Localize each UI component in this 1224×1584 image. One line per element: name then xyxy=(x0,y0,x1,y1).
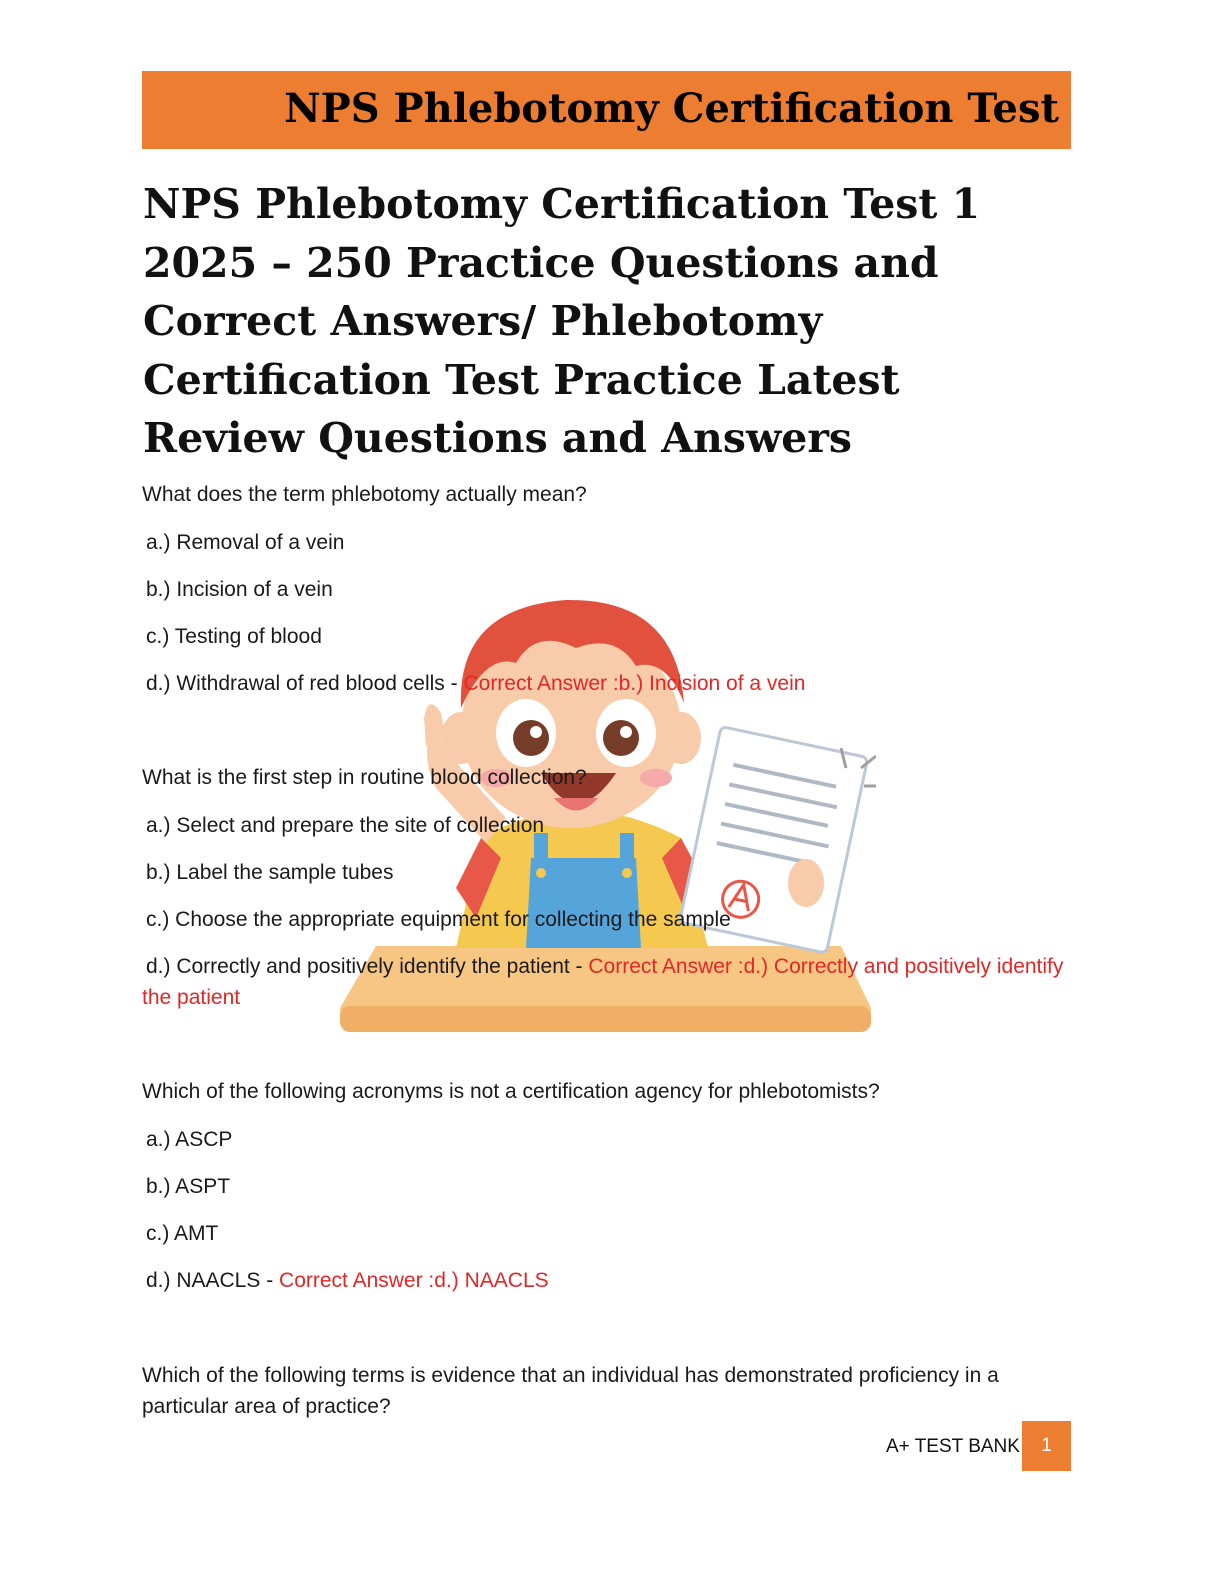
option-b: b.) Label the sample tubes xyxy=(146,861,394,884)
option-c: c.) AMT xyxy=(146,1222,219,1245)
question-text: What does the term phlebotomy actually mean? xyxy=(142,483,587,506)
correct-answer: Correct Answer :d.) Correctly and positively identify the patient xyxy=(142,955,1064,1009)
question-text: What is the first step in routine blood collection? xyxy=(142,766,587,789)
option-c: c.) Choose the appropriate equipment for collecting the sample xyxy=(146,908,731,931)
correct-answer: Correct Answer :b.) Incision of a vein xyxy=(463,672,806,695)
option-d-label: d.) NAACLS - xyxy=(146,1269,280,1292)
option-a: a.) Select and prepare the site of collection xyxy=(146,814,545,837)
option-a: a.) ASCP xyxy=(146,1128,233,1151)
option-b: b.) ASPT xyxy=(146,1175,231,1198)
option-a: a.) Removal of a vein xyxy=(146,531,345,554)
option-d xyxy=(142,951,1072,1013)
option-b: b.) Incision of a vein xyxy=(146,578,333,601)
header-title: NPS Phlebotomy Certification Test xyxy=(284,85,1059,132)
option-c: c.) Testing of blood xyxy=(146,625,322,648)
page-number: 1 xyxy=(1022,1421,1071,1471)
header-bar xyxy=(142,71,1071,149)
option-d-label: d.) Correctly and positively identify the patient - xyxy=(146,955,589,978)
option-d-label: d.) Withdrawal of red blood cells - xyxy=(146,672,464,695)
correct-answer: Correct Answer :d.) NAACLS xyxy=(279,1269,549,1292)
document-title: NPS Phlebotomy Certification Test 1 2025 – 250 Practice Questions and Correct Answers/ Phlebotomy Certification Test Practice Latest Review Questions and Answers xyxy=(143,180,981,462)
footer-label: A+ TEST BANK xyxy=(886,1436,1020,1457)
option-d xyxy=(142,1265,1076,1296)
question-block xyxy=(142,1360,1072,1422)
option-d xyxy=(142,668,1076,699)
question-text: Which of the following terms is evidence that an individual has demonstrated proficiency in a particular area of practice? xyxy=(142,1364,999,1418)
question-text: Which of the following acronyms is not a certification agency for phlebotomists? xyxy=(142,1080,880,1103)
